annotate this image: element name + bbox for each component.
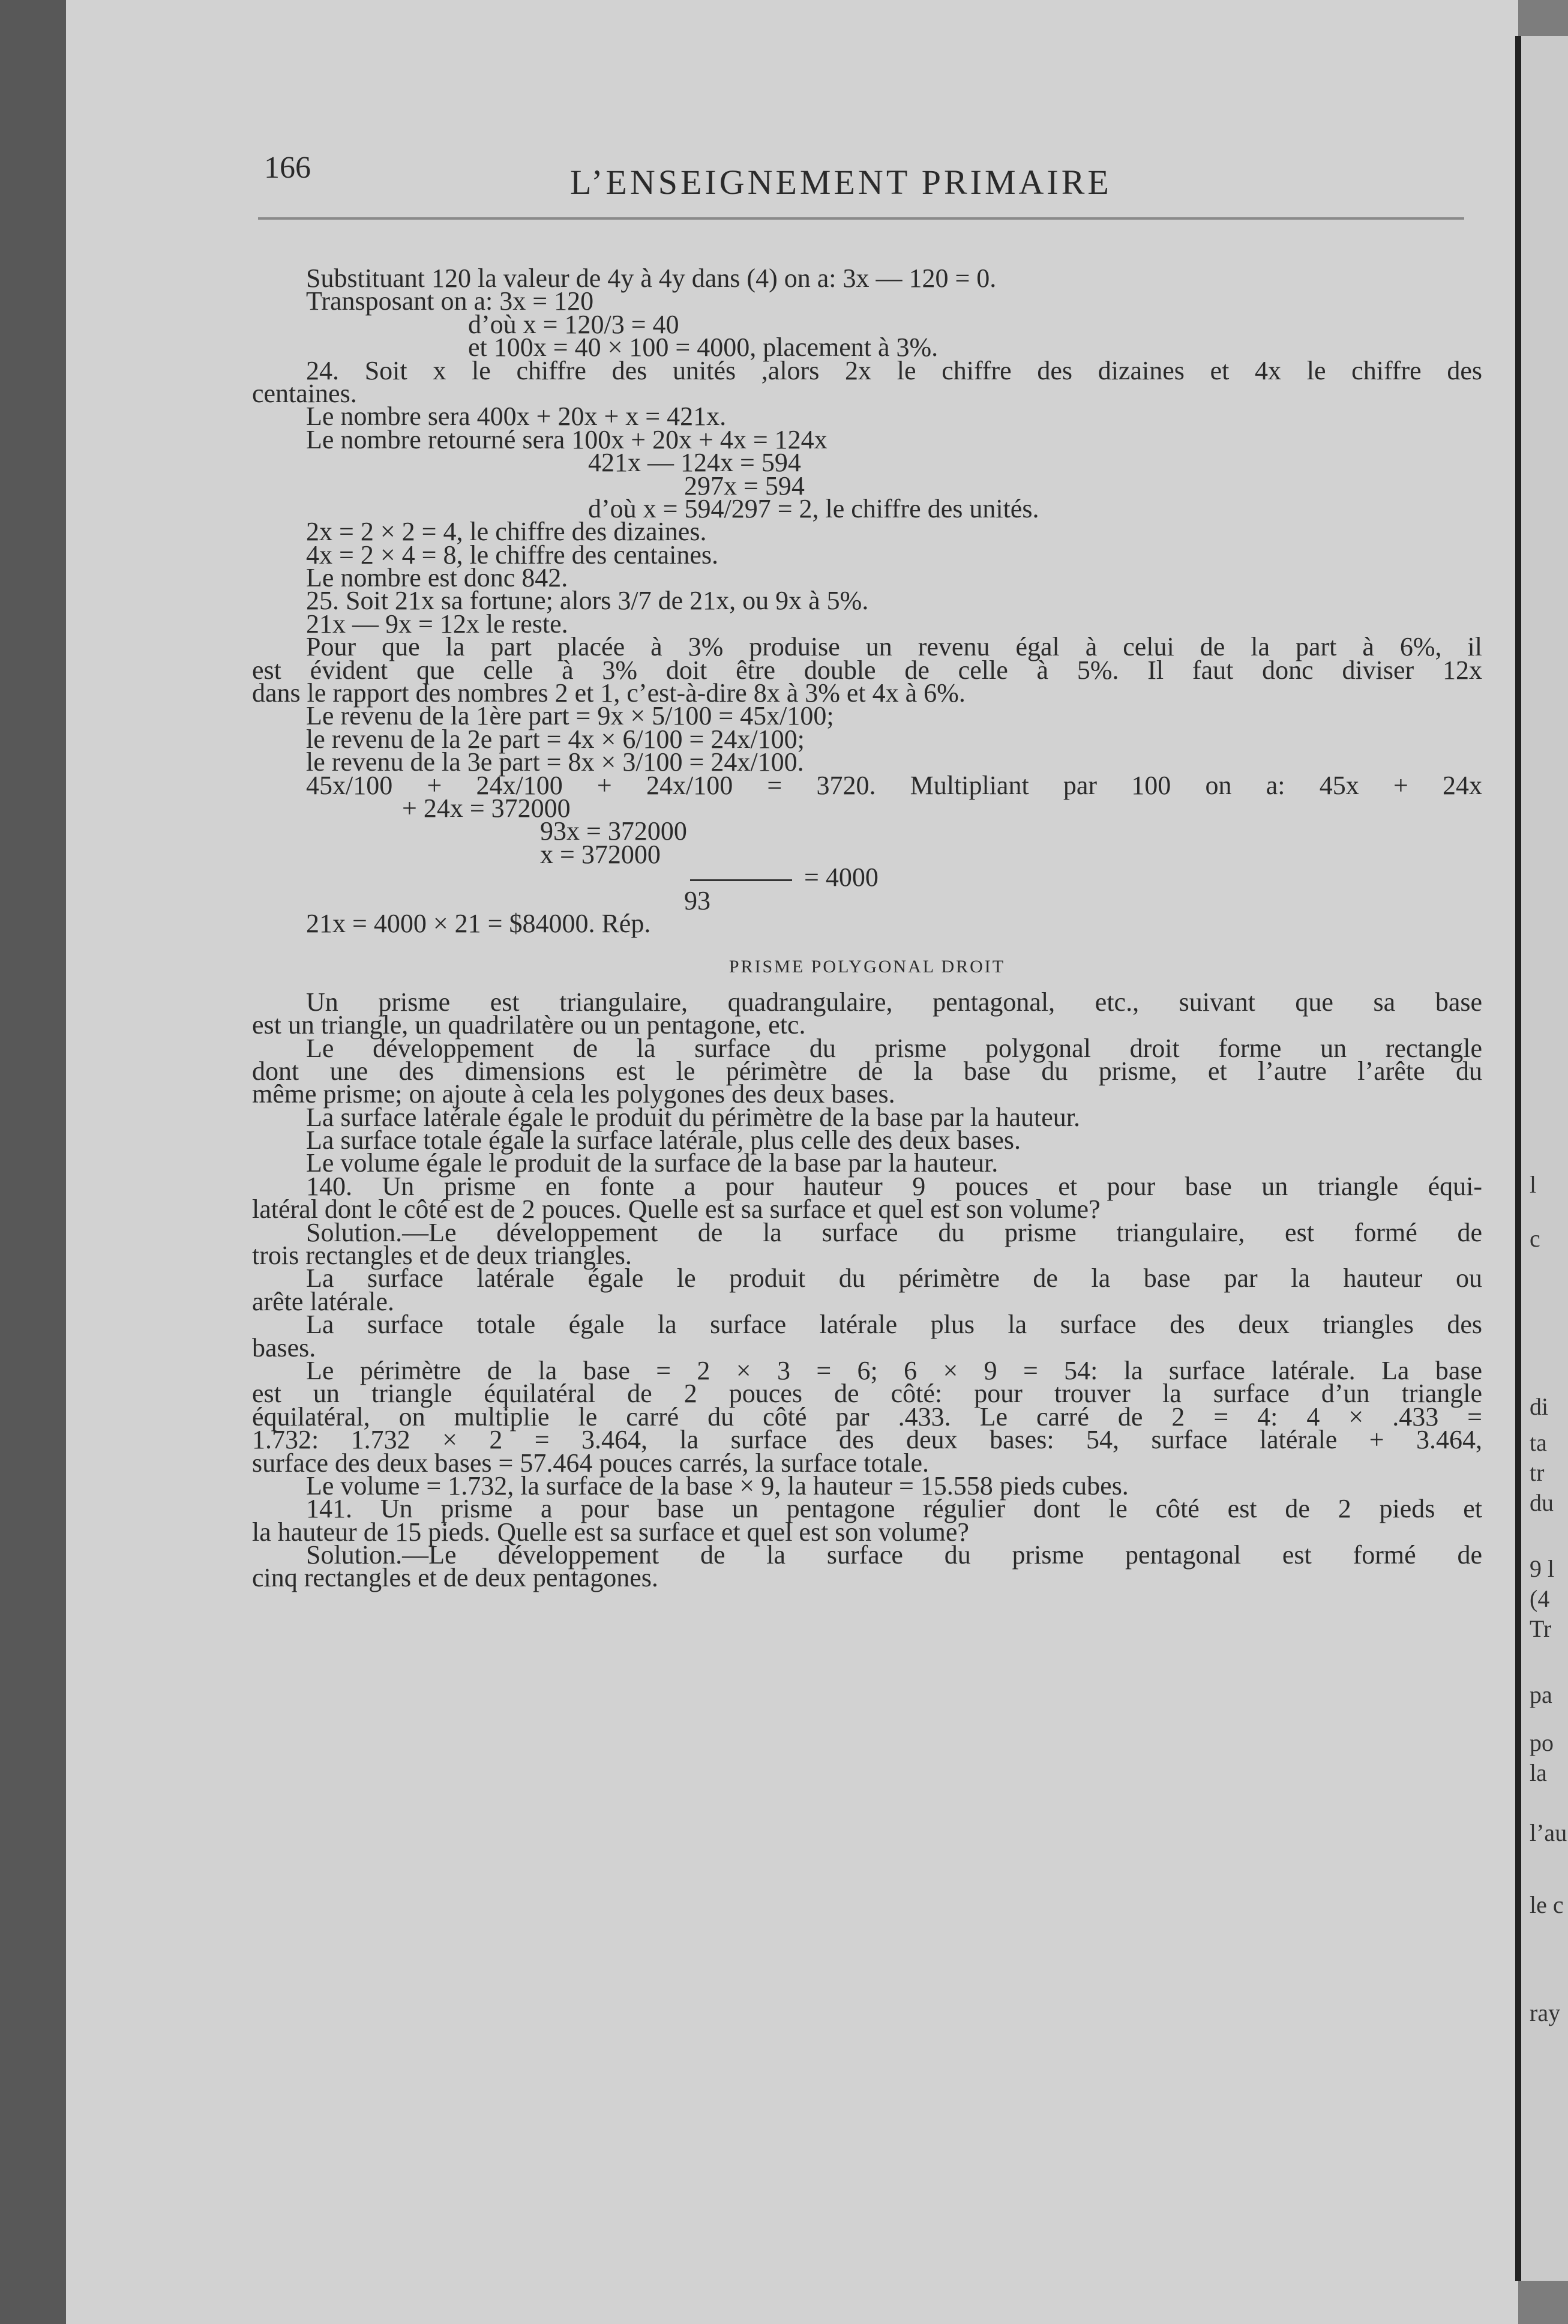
text-line: 1.732: 1.732 × 2 = 3.464, la surface des deux bases: 54, surface latérale + 3.464, [252,1425,1482,1455]
text-line: La surface latérale égale le produit du périmètre de la base par la hauteur ou [306,1263,1482,1293]
book-page [66,0,1518,2324]
text-line: Le nombre sera 400x + 20x + x = 421x. [306,402,727,432]
text-line: + 24x = 372000 [402,793,571,823]
text-line: 140. Un prisme en fonte a pour hauteur 9 pouces et pour base un triangle équi- [306,1171,1482,1201]
page-number: 166 [264,151,311,185]
text-line: La surface totale égale la surface latérale plus la surface des deux triangles des [306,1310,1482,1340]
adjacent-page-fragment: l’au [1530,1819,1567,1846]
text-line: Pour que la part placée à 3% produise un revenu égal à celui de la part à 6%, il [306,632,1482,662]
text-line: 21x = 4000 × 21 = $84000. Rép. [306,908,651,938]
text-line: dont une des dimensions est le périmètre de la base du prisme, et l’autre l’arête du [252,1056,1482,1086]
adjacent-page-fragment: le c [1530,1891,1564,1918]
text-line: 141. Un prisme a pour base un pentagone régulier dont le côté est de 2 pieds et [306,1494,1482,1524]
text-line: Solution.—Le développement de la surface du prisme pentagonal est formé de [306,1540,1482,1570]
text-line: le revenu de la 2e part = 4x × 6/100 = 24x/100; [306,724,805,754]
text-line: cinq rectangles et de deux pentagones. [252,1563,658,1593]
adjacent-page-fragment: tr [1530,1459,1545,1486]
text-line: 93x = 372000 [540,816,687,846]
adjacent-page-fragment: pa [1530,1681,1552,1708]
text-line: dans le rapport des nombres 2 et 1, c’est-à-dire 8x à 3% et 4x à 6%. [252,678,966,708]
adjacent-page-fragment: du [1530,1489,1554,1516]
text-line: 21x — 9x = 12x le reste. [306,609,568,639]
section-heading: PRISME POLYGONAL DROIT [728,957,1006,977]
adjacent-page-fragment: ta [1530,1429,1547,1456]
header-rule [258,217,1464,220]
text-line: La surface latérale égale le produit du périmètre de la base par la hauteur. [306,1102,1081,1132]
adjacent-page-edge [1515,36,1568,2281]
text-line: et 100x = 40 × 100 = 4000, placement à 3%. [468,333,939,363]
text-line [252,862,1482,893]
text-line: Transposant on a: 3x = 120 [306,286,594,316]
text-line: 4x = 2 × 4 = 8, le chiffre des centaines. [306,540,718,570]
text-line: arête latérale. [252,1286,394,1316]
text-line: 297x = 594 [684,471,805,501]
text-line: bases. [252,1332,316,1362]
text-line: Substituant 120 la valeur de 4y à 4y dans (4) on a: 3x — 120 = 0. [306,263,997,293]
text-line: d’où x = 120/3 = 40 [468,309,679,339]
text-line: 93 [684,885,710,915]
text-line: Un prisme est triangulaire, quadrangulaire, pentagonal, etc., suivant que sa base [306,987,1482,1017]
text-line: Le volume = 1.732, la surface de la base × 9, la hauteur = 15.558 pieds cubes. [306,1471,1129,1501]
text-line: est un triangle, un quadrilatère ou un pentagone, etc. [252,1010,806,1040]
text-line: centaines. [252,378,357,408]
text-line: latéral dont le côté est de 2 pouces. Quelle est sa surface et quel est son volume? [252,1194,1101,1224]
text-line: même prisme; on ajoute à cela les polygones des deux bases. [252,1079,895,1109]
text-line: est un triangle équilatéral de 2 pouces de côté: pour trouver la surface d’un triangle [252,1379,1482,1409]
fraction-result: = 4000 [804,862,879,893]
running-title: L’ENSEIGNEMENT PRIMAIRE [570,163,1112,202]
adjacent-page-fragment: po [1530,1729,1554,1756]
adjacent-page-fragment: Tr [1530,1615,1552,1642]
text-line: 421x — 124x = 594 [588,448,801,478]
text-line: Solution.—Le développement de la surface du prisme triangulaire, est formé de [306,1217,1482,1247]
page-body-text [252,263,1482,1593]
fraction-bar [690,879,792,881]
text-line: Le volume égale le produit de la surface de la base par la hauteur. [306,1148,999,1178]
text-line: la hauteur de 15 pieds. Quelle est sa surface et quel est son volume? [252,1517,969,1547]
adjacent-page-fragment: la [1530,1759,1547,1786]
adjacent-page-fragment: l [1530,1171,1537,1198]
text-line: 24. Soit x le chiffre des unités ,alors 2x le chiffre des dizaines et 4x le chiffre des [306,355,1482,385]
text-line: Le nombre est donc 842. [306,563,568,593]
text-line: Le nombre retourné sera 100x + 20x + 4x = 124x [306,424,828,454]
text-line: trois rectangles et de deux triangles. [252,1241,632,1271]
text-line: 25. Soit 21x sa fortune; alors 3/7 de 21x, ou 9x à 5%. [306,586,869,616]
adjacent-page-fragment: 9 l [1530,1555,1555,1582]
scanner-frame-left [0,0,66,2324]
text-line: le revenu de la 3e part = 8x × 3/100 = 24x/100. [306,747,804,777]
text-line: x = 372000 [540,839,661,869]
adjacent-page-fragment: (4 [1530,1585,1550,1612]
text-line: surface des deux bases = 57.464 pouces carrés, la surface totale. [252,1448,930,1478]
adjacent-page-fragment: ray [1530,1999,1561,2026]
text-line: 45x/100 + 24x/100 + 24x/100 = 3720. Multipliant par 100 on a: 45x + 24x [306,770,1482,800]
adjacent-page-fragment: di [1530,1393,1549,1420]
text-line: équilatéral, on multiplie le carré du côté par .433. Le carré de 2 = 4: 4 × .433 = [252,1401,1482,1431]
text-line: La surface totale égale la surface latérale, plus celle des deux bases. [306,1125,1021,1155]
text-line: est évident que celle à 3% doit être double de celle à 5%. Il faut donc diviser 12x [252,655,1482,685]
text-line: 2x = 2 × 2 = 4, le chiffre des dizaines. [306,517,707,547]
text-line: d’où x = 594/297 = 2, le chiffre des unités. [588,493,1039,523]
text-line: Le périmètre de la base = 2 × 3 = 6; 6 × 9 = 54: la surface latérale. La base [306,1355,1482,1385]
text-line: Le revenu de la 1ère part = 9x × 5/100 = 45x/100; [306,701,834,731]
adjacent-page-fragment: c [1530,1225,1540,1252]
text-line: Le développement de la surface du prisme polygonal droit forme un rectangle [306,1033,1482,1063]
